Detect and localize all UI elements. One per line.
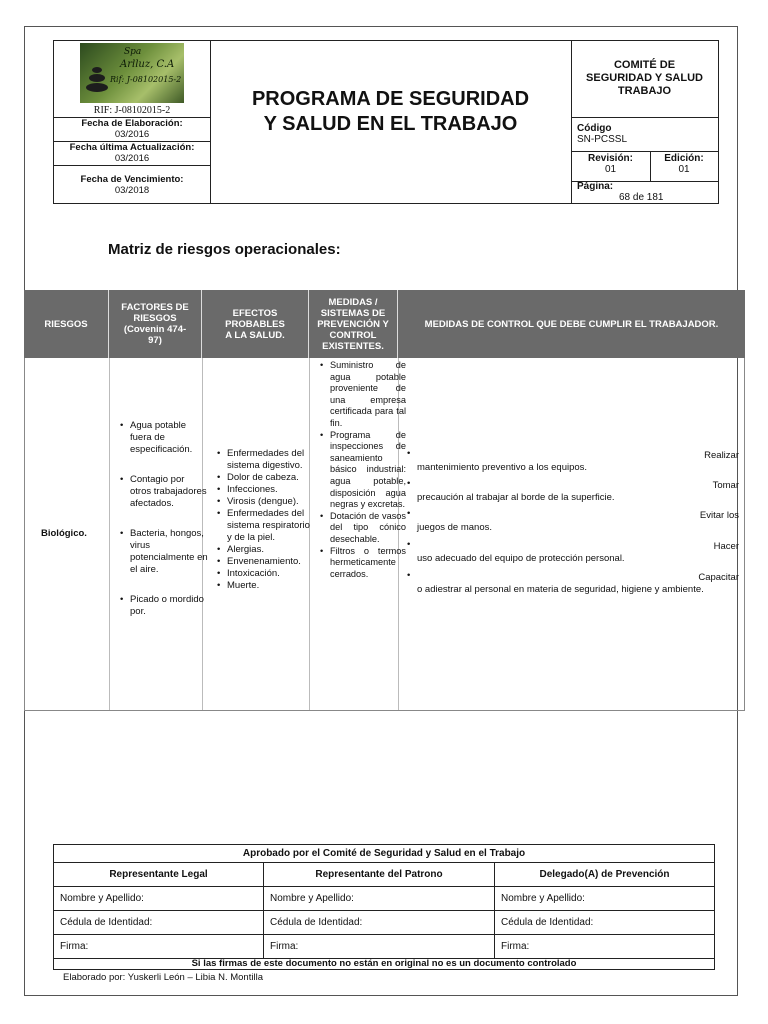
table-body-row [24, 358, 745, 711]
firma-field: Firma: [264, 934, 495, 958]
control-rest: juegos de manos. [417, 522, 492, 533]
codigo-value: SN-PCSSL [577, 134, 628, 145]
list-item: • Enfermedades del sistema respiratorio y de la piel. [227, 508, 315, 544]
list-item: • Agua potable fuera de especificación. [130, 420, 208, 456]
header-efectos: EFECTOS PROBABLES A LA SALUD. [202, 290, 309, 358]
nombre-field: Nombre y Apellido: [54, 886, 264, 910]
control-first-word: Evitar los [699, 510, 739, 521]
nombre-field: Nombre y Apellido: [501, 892, 585, 904]
list-item: • Suministro de agua potable proveniente de una empresa certificada para tal fin. [330, 360, 406, 430]
header-control: MEDIDAS DE CONTROL QUE DEBE CUMPLIR EL TRABAJADOR. [424, 318, 719, 330]
risk-matrix-table [24, 290, 745, 711]
col-representante-legal: Representante Legal [54, 862, 264, 886]
fecha-actualizacion-label: Fecha última Actualización: [69, 142, 195, 153]
fecha-elaboracion [54, 117, 210, 142]
logo-line1: Spa [124, 47, 142, 57]
list-item: • Dotación de vasos del tipo cónico desechable. [330, 511, 406, 546]
logo-line2: Arlluz, C.A [120, 59, 175, 70]
col-delegado-prevencion: Delegado(A) de Prevención [539, 868, 670, 880]
control-first-word: Capacitar [698, 572, 739, 583]
list-item: • Enfermedades del sistema digestivo. [227, 448, 315, 472]
factores-cell [110, 358, 208, 710]
control-rest: precaución al trabajar al borde de la superficie. [417, 492, 615, 503]
fecha-actualizacion [54, 141, 210, 166]
firma-field: Firma: [54, 934, 264, 958]
title-line1: PROGRAMA DE SEGURIDAD [251, 88, 530, 110]
efectos-list [213, 448, 315, 592]
list-item: • Contagio por otros trabajadores afectados. [130, 474, 208, 510]
bullet-icon: • [407, 539, 411, 550]
elaborado-por: Elaborado por: Yuskerli León – Libia N. Montilla [63, 972, 263, 983]
control-rest: mantenimiento preventivo a los equipos. [417, 462, 588, 473]
document-title [210, 87, 571, 137]
approved-row [54, 845, 714, 863]
bullet-icon: • [407, 478, 411, 489]
title-line2: Y SALUD EN EL TRABAJO [263, 113, 518, 135]
bullet-icon: • [407, 448, 411, 459]
control-first-word: Hacer [713, 541, 739, 552]
logo-stone [92, 67, 102, 73]
firma-field: Firma: [501, 940, 530, 952]
footer-note: Si las firmas de este documento no están en original no es un documento controlado [191, 958, 577, 969]
list-item: • Dolor de cabeza. [227, 472, 315, 484]
comite-cell [571, 41, 718, 118]
medidas-cell [310, 358, 406, 710]
header-left-column [54, 41, 211, 203]
revision-cell [571, 151, 651, 181]
list-item: • Bacteria, hongos, virus potencialmente en el aire. [130, 528, 208, 576]
list-item: • Filtros o termos hermeticamente cerrados. [330, 546, 406, 581]
list-item: • Alergias. [227, 544, 315, 556]
list-item: • Muerte. [227, 580, 315, 592]
cedula-field: Cédula de Identidad: [501, 916, 594, 928]
rif-text: RIF: J-08102015-2 [93, 105, 171, 116]
cedula-field: Cédula de Identidad: [264, 910, 495, 934]
list-item: • Picado o mordido por. [130, 594, 208, 618]
approved-text: Aprobado por el Comité de Seguridad y Salud en el Trabajo [242, 848, 526, 859]
fecha-elaboracion-label: Fecha de Elaboración: [81, 118, 183, 129]
header-right-column [571, 41, 718, 203]
edicion-cell [650, 151, 718, 181]
revision-edicion-row [571, 151, 718, 182]
medidas-list [316, 360, 406, 580]
edicion-value: 01 [678, 164, 690, 175]
edicion-label: Edición: [664, 153, 704, 164]
list-item: • Envenenamiento. [227, 556, 315, 568]
firma-row [54, 934, 714, 959]
footer-note-row [54, 958, 714, 969]
bullet-icon: • [407, 570, 411, 581]
codigo-label: Código [577, 123, 612, 134]
company-logo [80, 43, 184, 103]
pagina-cell [571, 181, 718, 203]
control-rest: o adiestrar al personal en materia de seguridad, higiene y ambiente. [417, 584, 704, 595]
factores-list [116, 420, 208, 618]
control-rest: uso adecuado del equipo de protección personal. [417, 553, 625, 564]
riesgo-cell [25, 358, 110, 710]
list-item: • Intoxicación. [227, 568, 315, 580]
revision-label: Revisión: [587, 153, 633, 164]
cedula-field: Cédula de Identidad: [54, 910, 264, 934]
document-header [53, 40, 719, 204]
control-first-word: Tomar [712, 480, 739, 491]
cedula-row [54, 910, 714, 935]
list-item: • Infecciones. [227, 484, 315, 496]
fecha-vencimiento-label: Fecha de Vencimiento: [80, 174, 184, 185]
efectos-cell [203, 358, 310, 710]
fecha-vencimiento-value: 03/2018 [114, 185, 150, 196]
table-header-row [24, 290, 745, 358]
nombre-row [54, 886, 714, 911]
logo-stone [86, 83, 108, 92]
revision-value: 01 [604, 164, 617, 175]
codigo-cell [571, 117, 718, 152]
col-representante-patrono: Representante del Patrono [264, 862, 495, 886]
logo-stone [89, 74, 105, 82]
fecha-elaboracion-value: 03/2016 [114, 129, 150, 140]
control-cell [399, 358, 744, 710]
control-first-word: Realizar [704, 450, 739, 461]
fecha-actualizacion-value: 03/2016 [114, 153, 150, 164]
pagina-label: Página: [577, 181, 614, 192]
bullet-icon: • [407, 508, 411, 519]
section-subtitle: Matriz de riesgos operacionales: [108, 241, 341, 258]
fecha-vencimiento [54, 165, 210, 203]
signature-header-row [54, 862, 714, 887]
comite-text: COMITÉ DE SEGURIDAD Y SALUD TRABAJO [586, 59, 703, 97]
nombre-field: Nombre y Apellido: [264, 886, 495, 910]
logo-line3: Rif: J-08102015-2 [110, 75, 182, 84]
header-medidas: MEDIDAS / SISTEMAS DE PREVENCIÓN Y CONTROL EXISTENTES. [309, 290, 398, 358]
header-riesgos: RIESGOS [24, 290, 109, 358]
list-item: • Virosis (dengue). [227, 496, 315, 508]
list-item: • Programa de inspecciones de saneamiento básico industrial: agua potable, disposición agua negras y excretas. [330, 430, 406, 511]
signature-table [53, 844, 715, 970]
riesgo-value: Biológico. [41, 528, 87, 539]
header-title-column [210, 41, 572, 203]
pagina-value: 68 de 181 [619, 192, 664, 203]
header-factores: FACTORES DE RIESGOS (Covenin 474-97) [109, 290, 202, 358]
